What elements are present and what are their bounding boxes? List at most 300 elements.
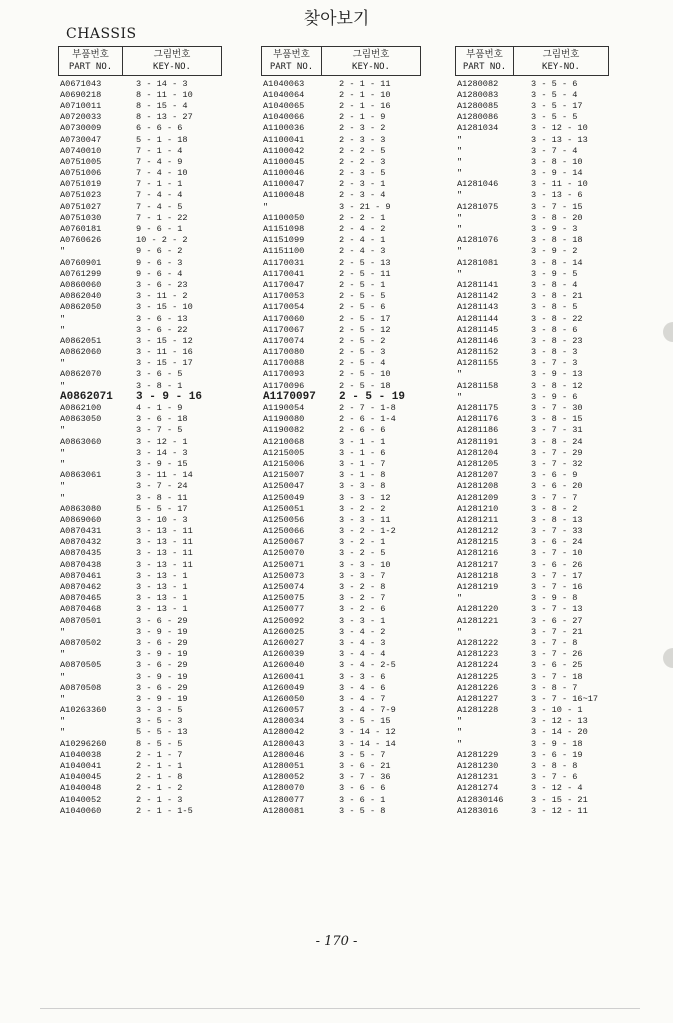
key-number: 2 - 1 - 16 (339, 100, 391, 111)
key-number: 5 - 5 - 17 (136, 503, 188, 514)
part-number: A1170031 (263, 257, 305, 268)
part-number: A1281228 (457, 705, 499, 716)
index-row (58, 526, 228, 537)
part-number: " (457, 190, 463, 201)
key-number: 3 - 8 - 1 (136, 380, 183, 391)
key-no-header-en: KEY-NO. (352, 62, 390, 72)
key-number: 3 - 2 - 8 (339, 582, 386, 593)
index-row (261, 246, 431, 257)
part-number: A0761299 (60, 268, 102, 279)
key-number: 2 - 3 - 1 (339, 179, 386, 190)
part-number: " (457, 168, 463, 179)
part-number: A1100045 (263, 156, 305, 167)
index-row (261, 570, 431, 581)
index-row (261, 783, 431, 794)
key-number: 3 - 9 - 19 (136, 626, 188, 637)
index-row (261, 335, 431, 346)
part-number: A0710011 (60, 100, 102, 111)
index-row (455, 593, 623, 604)
index-row (455, 794, 623, 805)
part-number: A0870501 (60, 615, 102, 626)
part-number: A1250067 (263, 537, 305, 548)
index-row (58, 425, 228, 436)
index-column-1 (58, 46, 228, 816)
index-row (455, 805, 623, 816)
key-number: 3 - 5 - 7 (339, 749, 386, 760)
part-number: " (457, 134, 463, 145)
index-row (261, 738, 431, 749)
index-row (455, 134, 623, 145)
column-header (455, 46, 609, 76)
key-number: 3 - 2 - 1-2 (339, 526, 396, 537)
key-number: 3 - 9 - 18 (531, 738, 583, 749)
index-row (58, 514, 228, 525)
index-row (261, 291, 431, 302)
index-row (455, 649, 623, 660)
part-number: A1281227 (457, 693, 499, 704)
key-number: 3 - 8 - 10 (531, 156, 583, 167)
index-row (455, 78, 623, 89)
part-number: A1283016 (457, 805, 499, 816)
key-number: 3 - 4 - 3 (339, 637, 386, 648)
part-no-header-ko: 부품번호 (466, 49, 503, 60)
index-row (58, 145, 228, 156)
part-number: A1170088 (263, 358, 305, 369)
part-number: A1281143 (457, 302, 499, 313)
key-no-header-en: KEY-NO. (542, 62, 580, 72)
key-number: 3 - 7 - 4 (531, 145, 578, 156)
index-row (261, 257, 431, 268)
part-number: A1250073 (263, 570, 305, 581)
index-row (58, 190, 228, 201)
index-row (261, 470, 431, 481)
part-number: " (457, 224, 463, 235)
part-number: " (457, 369, 463, 380)
part-number: A1280085 (457, 100, 499, 111)
part-number: A1280083 (457, 89, 499, 100)
part-number: A1281212 (457, 526, 499, 537)
part-number: A1040041 (60, 761, 102, 772)
index-row (261, 727, 431, 738)
index-row (455, 145, 623, 156)
key-number: 3 - 8 - 20 (531, 212, 583, 223)
index-row (455, 100, 623, 111)
key-number: 2 - 1 - 1 (136, 761, 183, 772)
index-row (58, 615, 228, 626)
part-number: A1250071 (263, 559, 305, 570)
key-number: 3 - 6 - 29 (136, 637, 188, 648)
index-row (58, 537, 228, 548)
key-number: 3 - 8 - 15 (531, 414, 583, 425)
index-row (261, 693, 431, 704)
part-number: A1280070 (263, 783, 305, 794)
index-row (58, 727, 228, 738)
key-number: 3 - 5 - 17 (531, 100, 583, 111)
part-number: A1281152 (457, 347, 499, 358)
index-row (455, 548, 623, 559)
key-no-header (514, 47, 608, 75)
key-number: 3 - 4 - 2 (339, 626, 386, 637)
index-row (455, 402, 623, 413)
key-number: 3 - 8 - 4 (531, 279, 578, 290)
key-no-header-ko: 그림번호 (352, 49, 390, 60)
key-number: 3 - 6 - 5 (136, 369, 183, 380)
index-row (58, 324, 228, 335)
index-row (261, 425, 431, 436)
key-number: 3 - 10 - 1 (531, 705, 583, 716)
key-number: 2 - 5 - 1 (339, 279, 386, 290)
part-number: A0730009 (60, 123, 102, 134)
part-number: A1170047 (263, 279, 305, 290)
key-number: 3 - 13 - 13 (531, 134, 588, 145)
index-row (58, 235, 228, 246)
part-number: A1281220 (457, 604, 499, 615)
part-number: A1260041 (263, 671, 305, 682)
key-number: 2 - 5 - 4 (339, 358, 386, 369)
key-number: 3 - 7 - 16~17 (531, 693, 599, 704)
index-row (58, 581, 228, 592)
key-number: 2 - 3 - 2 (339, 123, 386, 134)
index-row (455, 369, 623, 380)
part-number: A1100036 (263, 123, 305, 134)
key-number: 3 - 7 - 26 (531, 649, 583, 660)
key-number: 3 - 5 - 8 (339, 805, 386, 816)
key-number: 3 - 9 - 5 (531, 268, 578, 279)
key-number: 3 - 3 - 10 (339, 559, 391, 570)
part-number: A1281186 (457, 425, 499, 436)
index-row (261, 201, 431, 212)
key-number: 3 - 8 - 6 (531, 324, 578, 335)
part-number: A1040065 (263, 100, 305, 111)
key-number: 3 - 9 - 16 (136, 390, 203, 403)
part-number: " (60, 481, 66, 492)
part-no-header (262, 47, 322, 75)
index-row (261, 134, 431, 145)
key-number: 3 - 3 - 11 (339, 514, 391, 525)
index-row (58, 548, 228, 559)
key-number: 3 - 7 - 33 (531, 526, 583, 537)
key-number: 2 - 1 - 2 (136, 783, 183, 794)
part-number: A1040066 (263, 112, 305, 123)
key-number: 2 - 5 - 2 (339, 335, 386, 346)
key-number: 3 - 8 - 14 (531, 257, 583, 268)
part-number: A1281210 (457, 503, 499, 514)
index-row (58, 257, 228, 268)
part-number: A1260039 (263, 649, 305, 660)
index-row (261, 794, 431, 805)
part-number: A1281208 (457, 481, 499, 492)
part-number: " (60, 425, 66, 436)
index-row (455, 257, 623, 268)
part-number: A0862070 (60, 369, 102, 380)
index-row (455, 682, 623, 693)
key-number: 2 - 4 - 1 (339, 235, 386, 246)
part-number: A1280077 (263, 794, 305, 805)
key-no-header-ko: 그림번호 (542, 49, 580, 60)
index-row (58, 593, 228, 604)
key-number: 3 - 3 - 1 (339, 615, 386, 626)
index-row (455, 156, 623, 167)
index-row (261, 302, 431, 313)
key-number: 3 - 7 - 15 (531, 201, 583, 212)
part-number: A0870468 (60, 604, 102, 615)
key-number: 3 - 6 - 24 (531, 537, 583, 548)
key-number: 7 - 4 - 10 (136, 168, 188, 179)
index-row (58, 637, 228, 648)
index-column-2 (261, 46, 431, 816)
index-row (58, 760, 228, 771)
key-number: 3 - 5 - 3 (136, 716, 183, 727)
key-number: 2 - 5 - 17 (339, 313, 391, 324)
key-number: 3 - 14 - 12 (339, 727, 396, 738)
part-number: A0751006 (60, 168, 102, 179)
key-number: 3 - 13 - 11 (136, 526, 193, 537)
index-row (261, 749, 431, 760)
index-row (261, 123, 431, 134)
index-row (455, 291, 623, 302)
index-row (455, 302, 623, 313)
part-number: A1100050 (263, 212, 305, 223)
part-number: " (60, 246, 66, 257)
key-number: 3 - 6 - 27 (531, 615, 583, 626)
index-row (261, 604, 431, 615)
part-number: A0870432 (60, 537, 102, 548)
key-number: 9 - 6 - 1 (136, 224, 183, 235)
index-row (261, 682, 431, 693)
index-row (261, 100, 431, 111)
section-title: CHASSIS (66, 26, 137, 42)
index-row (455, 660, 623, 671)
part-number: A1281141 (457, 279, 499, 290)
index-row (58, 100, 228, 111)
part-number: A1281142 (457, 291, 499, 302)
key-number: 3 - 8 - 24 (531, 436, 583, 447)
index-row (58, 693, 228, 704)
key-number: 3 - 6 - 9 (531, 470, 578, 481)
part-number: A1040063 (263, 78, 305, 89)
index-row (455, 212, 623, 223)
key-number: 3 - 4 - 4 (339, 649, 386, 660)
index-row (455, 626, 623, 637)
part-number: A1281146 (457, 335, 499, 346)
part-number: A1151098 (263, 224, 305, 235)
part-no-header (59, 47, 123, 75)
index-row (455, 123, 623, 134)
key-no-header (322, 47, 420, 75)
index-row (455, 447, 623, 458)
key-number: 8 - 5 - 5 (136, 738, 183, 749)
key-number: 3 - 5 - 4 (531, 89, 578, 100)
key-number: 2 - 5 - 3 (339, 347, 386, 358)
key-number: 2 - 5 - 13 (339, 257, 391, 268)
part-number: A1250070 (263, 548, 305, 559)
key-number: 2 - 3 - 5 (339, 168, 386, 179)
part-number: A1281191 (457, 436, 499, 447)
key-number: 3 - 6 - 22 (136, 324, 188, 335)
key-number: 3 - 9 - 14 (531, 168, 583, 179)
index-row (455, 570, 623, 581)
part-number: A1280046 (263, 749, 305, 760)
index-row (261, 548, 431, 559)
key-number: 2 - 3 - 3 (339, 134, 386, 145)
key-number: 5 - 5 - 13 (136, 727, 188, 738)
part-number: A1281274 (457, 783, 499, 794)
index-row (261, 347, 431, 358)
part-number: A1281231 (457, 772, 499, 783)
part-number: A0870435 (60, 548, 102, 559)
part-number: A0870505 (60, 660, 102, 671)
part-number: A1260025 (263, 626, 305, 637)
key-number: 3 - 4 - 6 (339, 682, 386, 693)
key-number: 3 - 6 - 6 (339, 783, 386, 794)
part-number: A0870502 (60, 637, 102, 648)
index-row (58, 134, 228, 145)
key-number: 3 - 6 - 29 (136, 615, 188, 626)
key-number: 3 - 5 - 5 (531, 112, 578, 123)
index-row (455, 458, 623, 469)
index-row (261, 537, 431, 548)
index-row (455, 760, 623, 771)
key-number: 3 - 6 - 1 (339, 794, 386, 805)
part-number: A1281176 (457, 414, 499, 425)
key-number: 3 - 8 - 13 (531, 514, 583, 525)
key-number: 3 - 4 - 2-5 (339, 660, 396, 671)
key-number: 2 - 3 - 4 (339, 190, 386, 201)
index-row (58, 358, 228, 369)
key-number: 3 - 8 - 11 (136, 492, 188, 503)
part-number: A1260057 (263, 705, 305, 716)
key-number: 3 - 13 - 11 (136, 537, 193, 548)
part-number: A10296260 (60, 738, 107, 749)
part-number: A1250092 (263, 615, 305, 626)
part-number: A1281223 (457, 649, 499, 660)
index-row (58, 716, 228, 727)
part-number: A0751005 (60, 156, 102, 167)
key-number: 2 - 5 - 18 (339, 380, 391, 391)
part-number: A1040052 (60, 794, 102, 805)
key-number: 3 - 9 - 13 (531, 369, 583, 380)
index-row (58, 626, 228, 637)
key-number: 2 - 1 - 9 (339, 112, 386, 123)
key-number: 3 - 13 - 6 (531, 190, 583, 201)
part-number: A1100041 (263, 134, 305, 145)
key-number: 10 - 2 - 2 (136, 235, 188, 246)
index-row (455, 380, 623, 391)
part-number: A1281216 (457, 548, 499, 559)
part-number: A1260049 (263, 682, 305, 693)
index-row (455, 716, 623, 727)
part-number: " (457, 268, 463, 279)
key-number: 3 - 7 - 29 (531, 447, 583, 458)
index-row (58, 447, 228, 458)
part-number: " (457, 738, 463, 749)
key-number: 3 - 13 - 1 (136, 570, 188, 581)
part-number: A1190080 (263, 414, 305, 425)
part-number: A1040064 (263, 89, 305, 100)
index-row (58, 604, 228, 615)
key-number: 3 - 8 - 22 (531, 313, 583, 324)
part-number: A0860060 (60, 279, 102, 290)
part-number: " (60, 727, 66, 738)
part-number: A0862100 (60, 403, 102, 414)
key-number: 3 - 8 - 7 (531, 682, 578, 693)
key-number: 3 - 7 - 21 (531, 626, 583, 637)
index-row (58, 201, 228, 212)
key-number: 3 - 1 - 6 (339, 447, 386, 458)
part-number: A0870508 (60, 682, 102, 693)
part-number: A1260027 (263, 637, 305, 648)
index-row (455, 347, 623, 358)
key-number: 3 - 12 - 10 (531, 123, 588, 134)
part-no-header-en: PART NO. (269, 62, 314, 72)
index-row (58, 671, 228, 682)
index-row (261, 514, 431, 525)
index-row (455, 235, 623, 246)
index-row (261, 369, 431, 380)
key-number: 3 - 3 - 7 (339, 570, 386, 581)
index-rows (455, 78, 623, 816)
page-title: 찾아보기 (303, 9, 370, 29)
index-row (261, 78, 431, 89)
index-row (261, 235, 431, 246)
key-number: 3 - 9 - 8 (531, 593, 578, 604)
key-number: 2 - 5 - 5 (339, 291, 386, 302)
index-row (455, 705, 623, 716)
key-number: 7 - 4 - 5 (136, 201, 183, 212)
part-number: A1281205 (457, 458, 499, 469)
part-number: A1280081 (263, 805, 305, 816)
index-row (455, 514, 623, 525)
index-row (58, 78, 228, 89)
key-number: 2 - 5 - 11 (339, 268, 391, 279)
part-number: A1170041 (263, 268, 305, 279)
index-row (261, 649, 431, 660)
part-number: A1280034 (263, 716, 305, 727)
part-number: " (457, 145, 463, 156)
part-number: A1210068 (263, 436, 305, 447)
index-row (58, 570, 228, 581)
part-number: A1281215 (457, 537, 499, 548)
key-number: 3 - 15 - 12 (136, 335, 193, 346)
key-number: 2 - 5 - 6 (339, 302, 386, 313)
part-number: " (263, 201, 269, 212)
part-number: A0870461 (60, 570, 102, 581)
part-number: A12830146 (457, 794, 504, 805)
index-row (261, 671, 431, 682)
part-number: A1260040 (263, 660, 305, 671)
part-number: A1170093 (263, 369, 305, 380)
part-number: A1281081 (457, 257, 499, 268)
part-number: A1215005 (263, 447, 305, 458)
index-row (261, 626, 431, 637)
part-number: A0862050 (60, 302, 102, 313)
part-number: " (60, 693, 66, 704)
part-no-header-ko: 부품번호 (273, 49, 310, 60)
index-row (58, 347, 228, 358)
key-number: 3 - 6 - 29 (136, 682, 188, 693)
index-row (58, 492, 228, 503)
key-number: 3 - 14 - 20 (531, 727, 588, 738)
key-number: 3 - 7 - 7 (531, 492, 578, 503)
part-number: A1281224 (457, 660, 499, 671)
index-row (261, 380, 431, 391)
index-row (455, 727, 623, 738)
index-row (455, 168, 623, 179)
key-number: 2 - 5 - 19 (339, 390, 406, 403)
key-number: 3 - 1 - 7 (339, 458, 386, 469)
index-row (58, 380, 228, 391)
index-row (455, 783, 623, 794)
